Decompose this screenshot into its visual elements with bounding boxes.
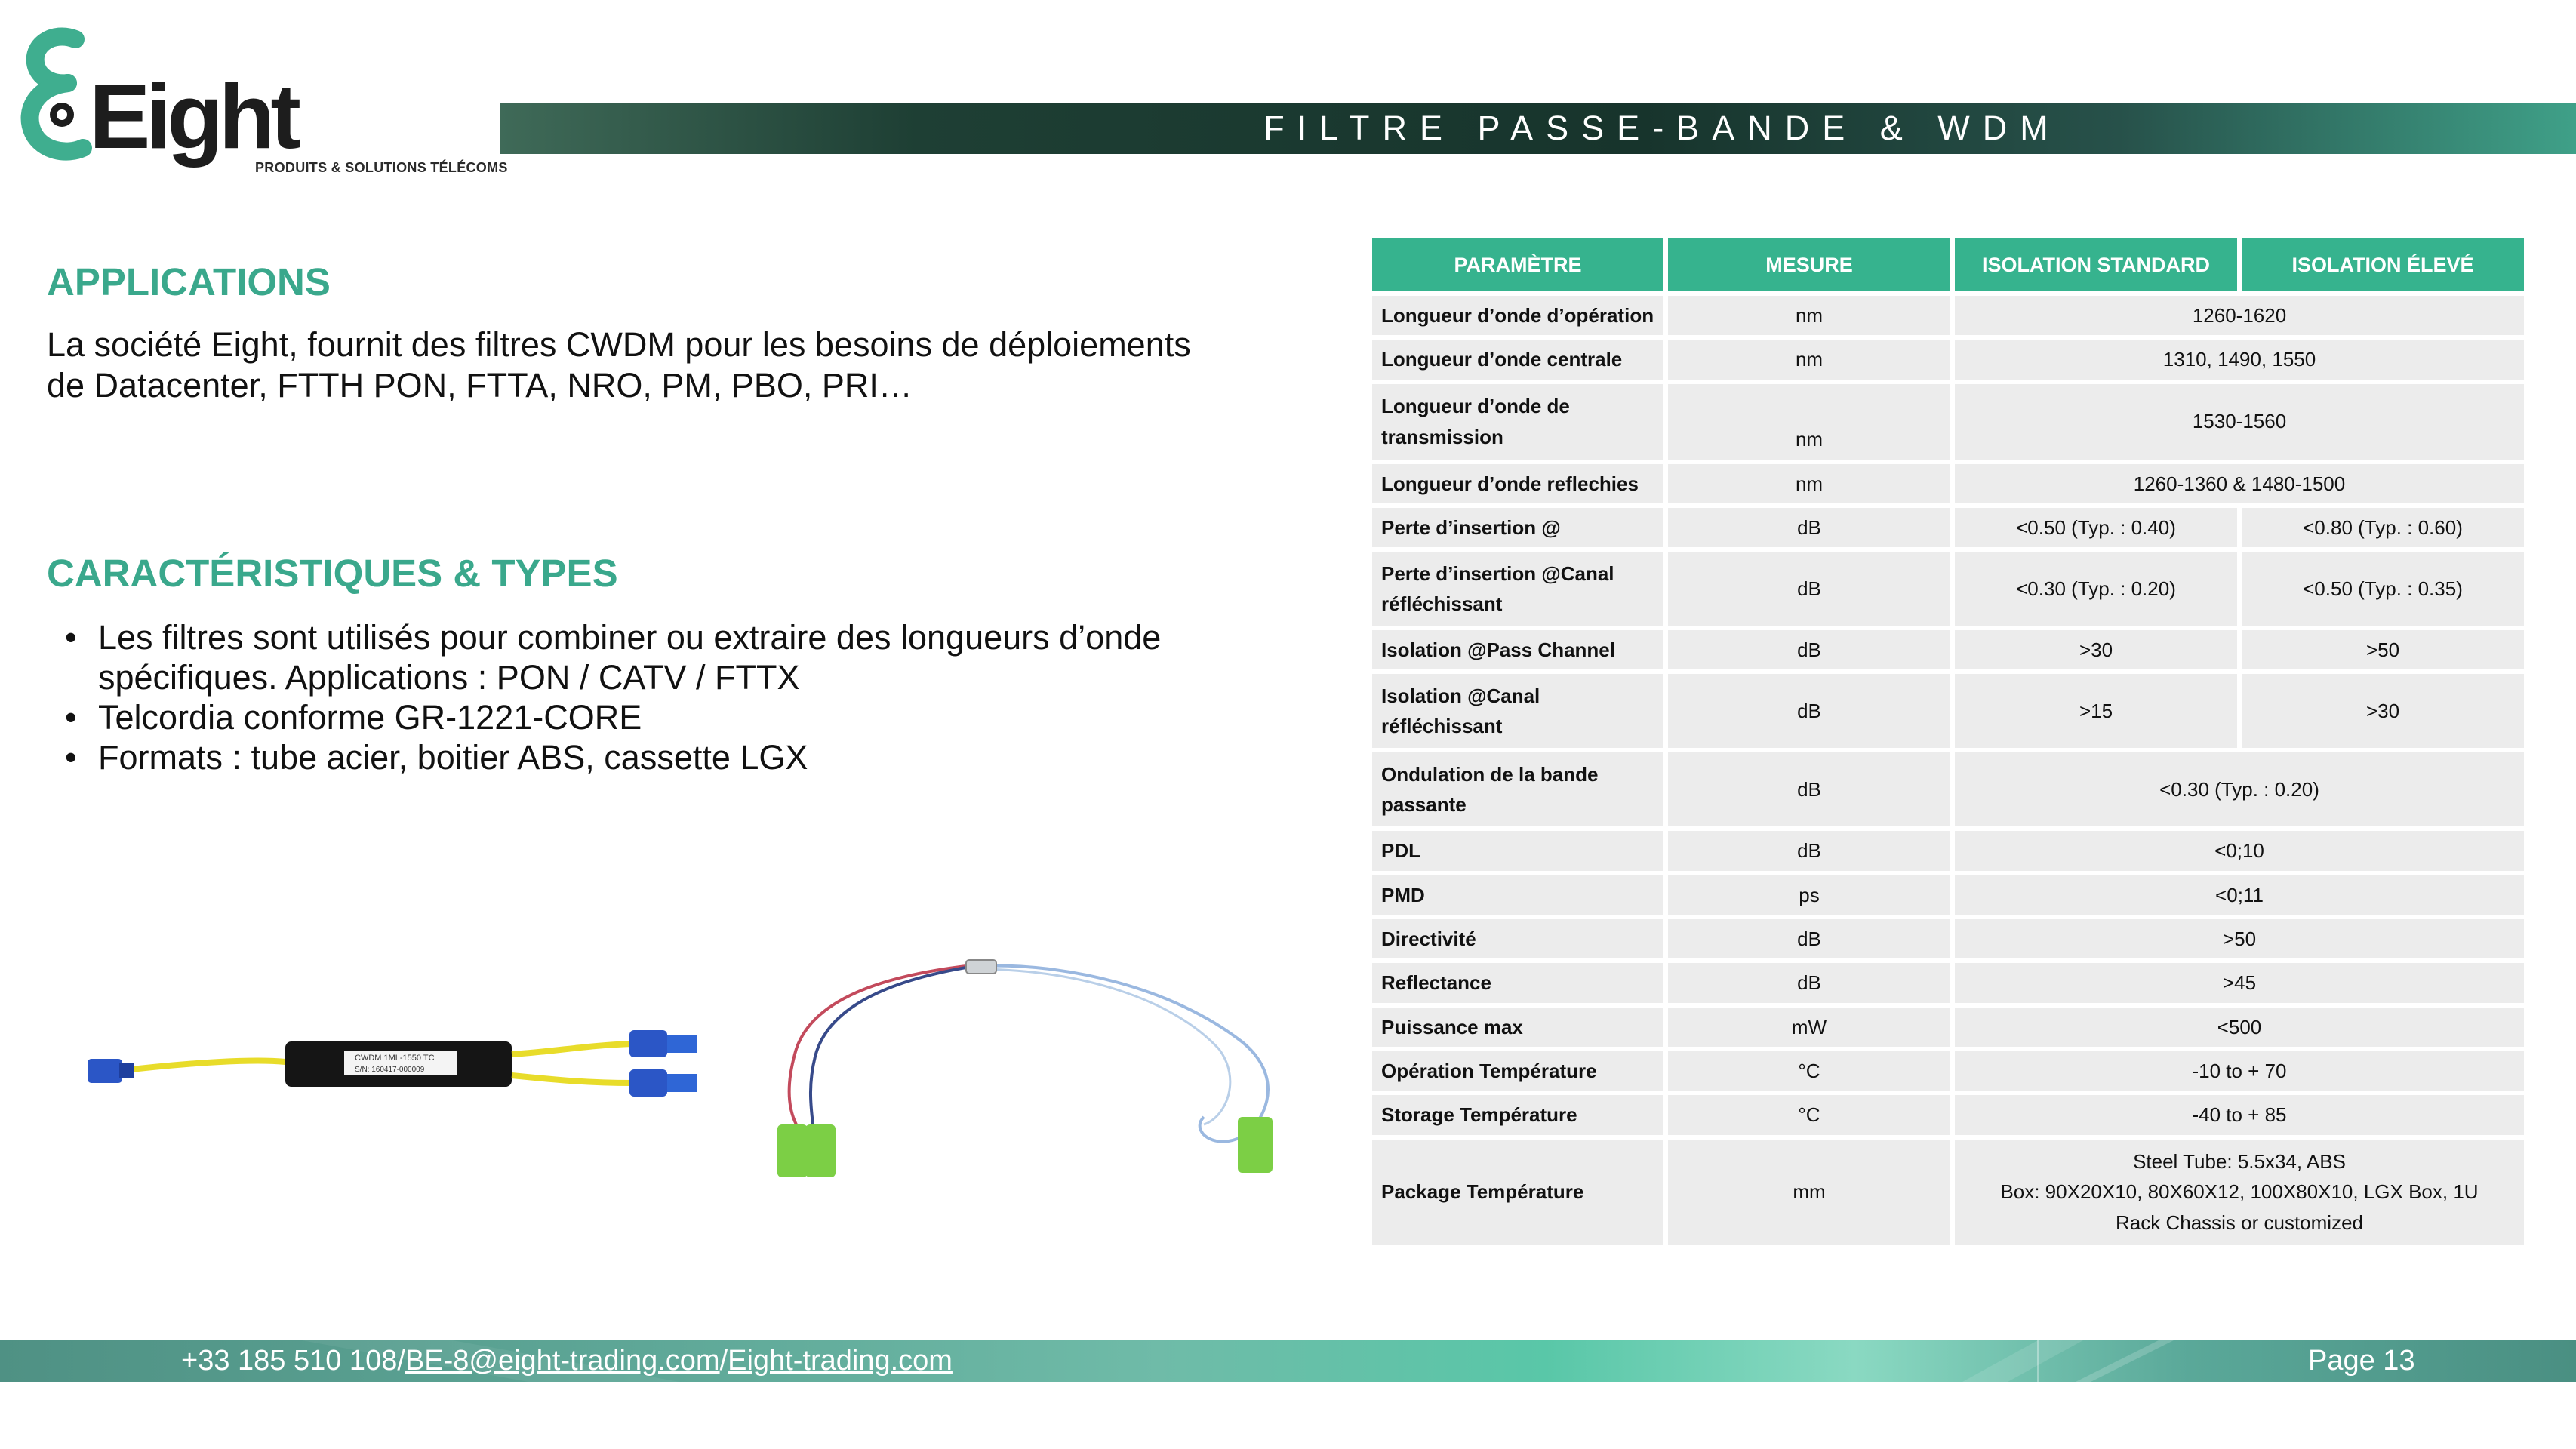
value-cell: >50	[2242, 630, 2524, 669]
parameter-cell: Opération Température	[1372, 1051, 1663, 1091]
list-item: • Formats : tube acier, boitier ABS, cassette LGX	[65, 738, 808, 777]
value-cell: 1260-1360 & 1480-1500	[1955, 464, 2524, 503]
column-header-standard-isolation: ISOLATION STANDARD	[1955, 238, 2237, 291]
product-image-abs-box-filter	[751, 936, 1317, 1196]
table-row	[1372, 1008, 2524, 1047]
table-row	[1372, 831, 2524, 870]
bullet-icon: •	[65, 618, 77, 657]
unit-cell: °C	[1668, 1095, 1950, 1134]
list-item: • Telcordia conforme GR-1221-CORE	[65, 698, 642, 737]
value-cell: <0.30 (Typ. : 0.20)	[1955, 552, 2237, 626]
value-cell: <0;11	[1955, 875, 2524, 915]
value-cell: <500	[1955, 1008, 2524, 1047]
parameter-cell: Longueur d’onde centrale	[1372, 340, 1663, 379]
unit-cell: nm	[1668, 296, 1950, 335]
column-header-parameter: PARAMÈTRE	[1372, 238, 1663, 291]
column-header-high-isolation: ISOLATION ÉLEVÉ	[2242, 238, 2524, 291]
parameter-cell: Perte d’insertion @	[1372, 508, 1663, 547]
specifications-table	[1368, 234, 2528, 1250]
parameter-cell: Reflectance	[1372, 963, 1663, 1002]
table-row	[1372, 552, 2524, 626]
parameter-cell: Isolation @Pass Channel	[1372, 630, 1663, 669]
value-cell: <0.50 (Typ. : 0.40)	[1955, 508, 2237, 547]
table-row	[1372, 296, 2524, 335]
value-cell: <0.80 (Typ. : 0.60)	[2242, 508, 2524, 547]
parameter-cell: Longueur d’onde reflechies	[1372, 464, 1663, 503]
parameter-cell: Package Température	[1372, 1140, 1663, 1245]
unit-cell: dB	[1668, 963, 1950, 1002]
footer-bar	[0, 1340, 2576, 1382]
footer-phone: +33 185 510 108	[181, 1345, 398, 1377]
svg-text:S/N: 160417-000009: S/N: 160417-000009	[355, 1066, 425, 1074]
unit-cell: dB	[1668, 630, 1950, 669]
table-row	[1372, 340, 2524, 379]
svg-text:CWDM 1ML-1550 TC: CWDM 1ML-1550 TC	[355, 1054, 435, 1063]
footer-email-link[interactable]: BE-8@eight-trading.com	[405, 1345, 720, 1377]
parameter-cell: PDL	[1372, 831, 1663, 870]
value-cell: 1310, 1490, 1550	[1955, 340, 2524, 379]
value-cell: -40 to + 85	[1955, 1095, 2524, 1134]
features-list	[60, 617, 1268, 777]
parameter-cell: Perte d’insertion @Canal réfléchissant	[1372, 552, 1663, 626]
parameter-cell: Isolation @Canal réfléchissant	[1372, 674, 1663, 748]
value-cell: >30	[2242, 674, 2524, 748]
value-cell: <0;10	[1955, 831, 2524, 870]
table-row	[1372, 1140, 2524, 1245]
unit-cell: °C	[1668, 1051, 1950, 1091]
title-banner	[500, 103, 2576, 154]
unit-cell: mW	[1668, 1008, 1950, 1047]
table-row	[1372, 1095, 2524, 1134]
unit-cell: nm	[1668, 464, 1950, 503]
unit-cell: nm	[1668, 384, 1950, 460]
value-cell: 1530-1560	[1955, 384, 2524, 460]
parameter-cell: PMD	[1372, 875, 1663, 915]
unit-cell: dB	[1668, 552, 1950, 626]
table-row	[1372, 464, 2524, 503]
unit-cell: dB	[1668, 919, 1950, 958]
applications-heading: APPLICATIONS	[47, 260, 331, 303]
product-image-steel-tube-filter	[59, 970, 753, 1187]
unit-cell: dB	[1668, 752, 1950, 826]
parameter-cell: Puissance max	[1372, 1008, 1663, 1047]
unit-cell: dB	[1668, 508, 1950, 547]
value-cell: 1260-1620	[1955, 296, 2524, 335]
logo-wordmark: Eight	[89, 65, 297, 168]
column-header-unit: MESURE	[1668, 238, 1950, 291]
parameter-cell: Longueur d’onde de transmission	[1372, 384, 1663, 460]
table-row	[1372, 384, 2524, 460]
value-cell: <0.50 (Typ. : 0.35)	[2242, 552, 2524, 626]
table-row	[1372, 508, 2524, 547]
company-logo	[23, 23, 508, 175]
table-row	[1372, 875, 2524, 915]
footer-contact: +33 185 510 108 / BE-8@eight-trading.com / Eight-trading.com	[181, 1345, 953, 1377]
bullet-icon: •	[65, 738, 77, 777]
table-row	[1372, 630, 2524, 669]
value-cell: >50	[1955, 919, 2524, 958]
parameter-cell: Directivité	[1372, 919, 1663, 958]
unit-cell: dB	[1668, 831, 1950, 870]
unit-cell: ps	[1668, 875, 1950, 915]
page-title: FILTRE PASSE-BANDE & WDM	[1263, 109, 2061, 147]
table-row	[1372, 963, 2524, 1002]
eight-logo-graphic	[23, 23, 297, 174]
logo-tagline: PRODUITS & SOLUTIONS TÉLÉCOMS	[255, 160, 508, 175]
parameter-cell: Storage Température	[1372, 1095, 1663, 1134]
value-cell: -10 to + 70	[1955, 1051, 2524, 1091]
value-cell: <0.30 (Typ. : 0.20)	[1955, 752, 2524, 826]
unit-cell: nm	[1668, 340, 1950, 379]
page-number: Page 13	[2308, 1345, 2415, 1377]
bullet-icon: •	[65, 698, 77, 737]
table-row	[1372, 674, 2524, 748]
parameter-cell: Longueur d’onde d’opération	[1372, 296, 1663, 335]
value-cell: >45	[1955, 963, 2524, 1002]
value-cell: >30	[1955, 630, 2237, 669]
list-item: • Les filtres sont utilisés pour combiner ou extraire des longueurs d’onde spécifiques. Applications : PON / CATV / FTTX	[65, 618, 1162, 697]
table-row	[1372, 919, 2524, 958]
applications-text: La société Eight, fournit des filtres CWDM pour les besoins de déploiements de Datacenter, FTTH PON, FTTA, NRO, PM, PBO, PRI…	[47, 325, 1191, 405]
value-cell: Steel Tube: 5.5x34, ABS Box: 90X20X10, 80X60X12, 100X80X10, LGX Box, 1U Rack Chassis or customized	[1955, 1140, 2524, 1245]
unit-cell: mm	[1668, 1140, 1950, 1245]
parameter-cell: Ondulation de la bande passante	[1372, 752, 1663, 826]
unit-cell: dB	[1668, 674, 1950, 748]
footer-website-link[interactable]: Eight-trading.com	[728, 1345, 953, 1377]
table-row	[1372, 1051, 2524, 1091]
table-header-row	[1372, 238, 2524, 291]
value-cell: >15	[1955, 674, 2237, 748]
table-row	[1372, 752, 2524, 826]
features-heading: CARACTÉRISTIQUES & TYPES	[47, 552, 618, 595]
